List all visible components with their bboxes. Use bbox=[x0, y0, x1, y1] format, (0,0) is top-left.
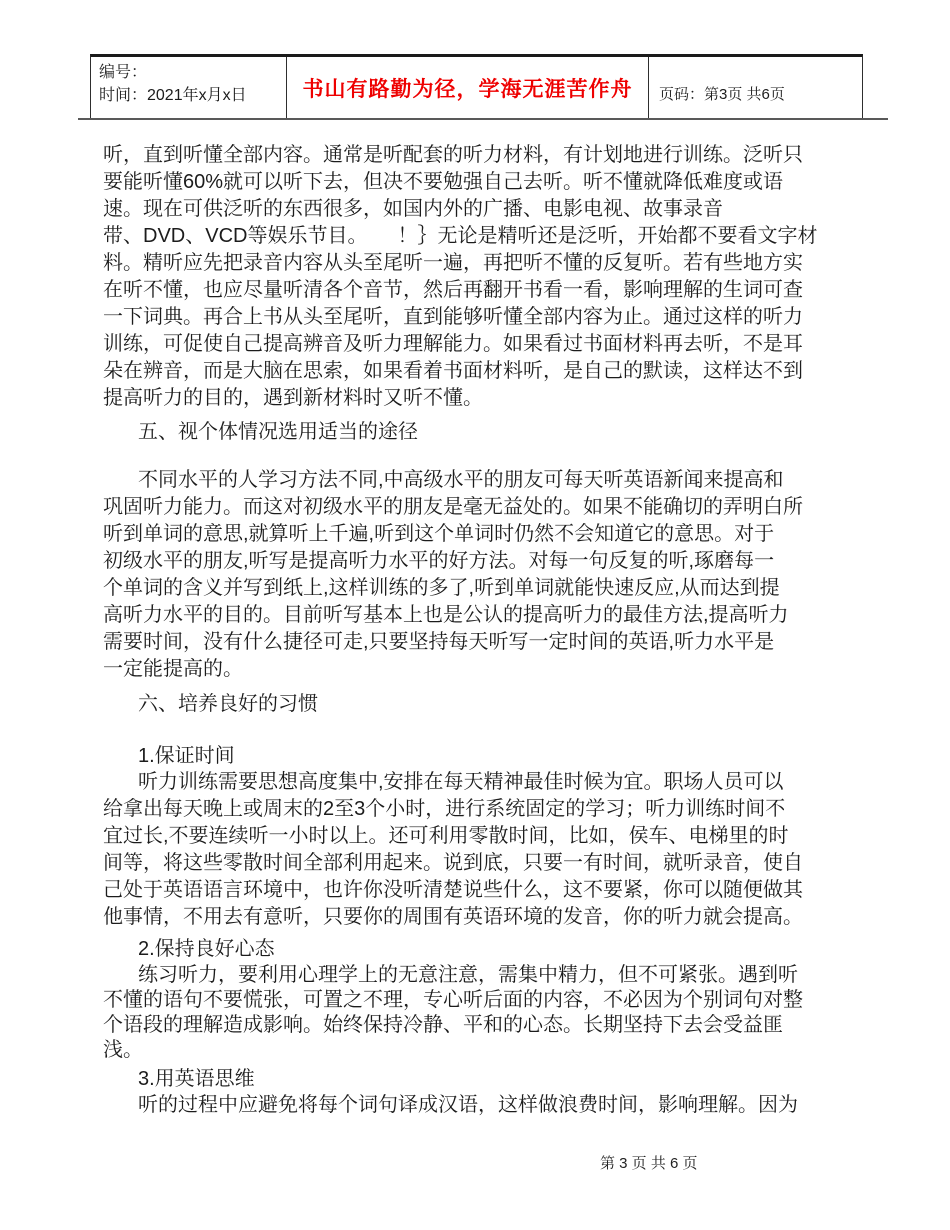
text-line: 要能听懂60%就可以听下去，但决不要勉强自己去听。听不懂就降低难度或语 bbox=[103, 171, 784, 193]
text-line: 听，直到听懂全部内容。通常是听配套的听力材料，有计划地进行训练。泛听只 bbox=[103, 144, 803, 166]
text-line: 带、DVD、VCD等娱乐节目。 ！｝无论是精听还是泛听，开始都不要看文字材 bbox=[103, 225, 818, 247]
text-line: 需要时间，没有什么捷径可走,只要坚持每天听写一定时间的英语,听力水平是 bbox=[103, 631, 775, 653]
paragraph-1 bbox=[103, 142, 845, 412]
text-line: 己处于英语语言环境中，也许你没听清楚说些什么，这不要紧，你可以随便做其 bbox=[103, 879, 803, 901]
text-line: 巩固听力能力。而这对初级水平的朋友是毫无益处的。如果不能确切的弄明白所 bbox=[103, 496, 803, 518]
header-underline bbox=[78, 118, 888, 120]
text-line: 个语段的理解造成影响。始终保持冷静、平和的心态。长期坚持下去会受益匪 bbox=[103, 1014, 783, 1036]
section-heading-six: 六、培养良好的习惯 bbox=[138, 693, 318, 715]
text-line: 朵在辨音，而是大脑在思索，如果看着书面材料听，是自己的默读，这样达不到 bbox=[103, 360, 803, 382]
header-cell-motto bbox=[286, 57, 649, 118]
text-line: 间等，将这些零散时间全部利用起来。说到底，只要一有时间，就听录音，使自 bbox=[103, 852, 803, 874]
header-cell-meta bbox=[91, 57, 286, 118]
doc-number-label: 编号： bbox=[99, 64, 148, 81]
text-line: 听力训练需要思想高度集中,安排在每天精神最佳时候为宜。职场人员可以 bbox=[138, 771, 784, 793]
text-line: 提高听力的目的，遇到新材料时又听不懂。 bbox=[103, 387, 483, 409]
paragraph-2 bbox=[103, 467, 845, 683]
text-line: 速。现在可供泛听的东西很多，如国内外的广播、电影电视、故事录音 bbox=[103, 198, 723, 220]
text-line: 给拿出每天晚上或周末的2至3个小时，进行系统固定的学习；听力训练时间不 bbox=[103, 798, 786, 820]
subheading-2: 2.保持良好心态 bbox=[138, 938, 275, 960]
text-line: 宜过长,不要连续听一小时以上。还可利用零散时间，比如，侯车、电梯里的时 bbox=[103, 825, 789, 847]
doc-date-label: 时间：2021年x月x日 bbox=[99, 87, 247, 104]
text-line: 他事情，不用去有意听，只要你的周围有英语环境的发音，你的听力就会提高。 bbox=[103, 906, 803, 928]
text-line: 浅。 bbox=[103, 1039, 143, 1061]
subheading-3: 3.用英语思维 bbox=[138, 1068, 255, 1090]
text-line: 不懂的语句不要慌张，可置之不理，专心听后面的内容，不必因为个别词句对整 bbox=[103, 989, 803, 1011]
section-heading-five: 五、视个体情况选用适当的途径 bbox=[138, 421, 418, 443]
footer-page-indicator: 第 3 页 共 6 页 bbox=[600, 1155, 698, 1172]
text-line: 听的过程中应避免将每个词句译成汉语，这样做浪费时间，影响理解。因为 bbox=[138, 1094, 798, 1116]
paragraph-4 bbox=[103, 963, 845, 1063]
subheading-1: 1.保证时间 bbox=[138, 745, 235, 767]
text-line: 个单词的含义并写到纸上,这样训练的多了,听到单词就能快速反应,从而达到提 bbox=[103, 577, 780, 599]
text-line: 练习听力，要利用心理学上的无意注意，需集中精力，但不可紧张。遇到听 bbox=[138, 964, 798, 986]
page-number-label: 页码：第3页 共6页 bbox=[659, 86, 785, 103]
text-line: 在听不懂，也应尽量听清各个音节，然后再翻开书看一看，影响理解的生词可查 bbox=[103, 279, 803, 301]
paragraph-5 bbox=[103, 1092, 845, 1119]
text-line: 料。精听应先把录音内容从头至尾听一遍，再把听不懂的反复听。若有些地方实 bbox=[103, 252, 803, 274]
text-line: 听到单词的意思,就算听上千遍,听到这个单词时仍然不会知道它的意思。对于 bbox=[103, 523, 775, 545]
text-line: 训练，可促使自己提高辨音及听力理解能力。如果看过书面材料再去听，不是耳 bbox=[103, 333, 803, 355]
header-cell-page bbox=[649, 57, 862, 118]
text-line: 初级水平的朋友,听写是提高听力水平的好方法。对每一句反复的听,琢磨每一 bbox=[103, 550, 775, 572]
text-line: 高听力水平的目的。目前听写基本上也是公认的提高听力的最佳方法,提高听力 bbox=[103, 604, 789, 626]
motto-text: 书山有路勤为径，学海无涯苦作舟 bbox=[302, 77, 633, 101]
paragraph-3 bbox=[103, 769, 845, 931]
header-table bbox=[90, 54, 863, 118]
text-line: 一定能提高的。 bbox=[103, 658, 243, 680]
text-line: 一下词典。再合上书从头至尾听，直到能够听懂全部内容为止。通过这样的听力 bbox=[103, 306, 803, 328]
text-line: 不同水平的人学习方法不同,中高级水平的朋友可每天听英语新闻来提高和 bbox=[138, 469, 784, 491]
